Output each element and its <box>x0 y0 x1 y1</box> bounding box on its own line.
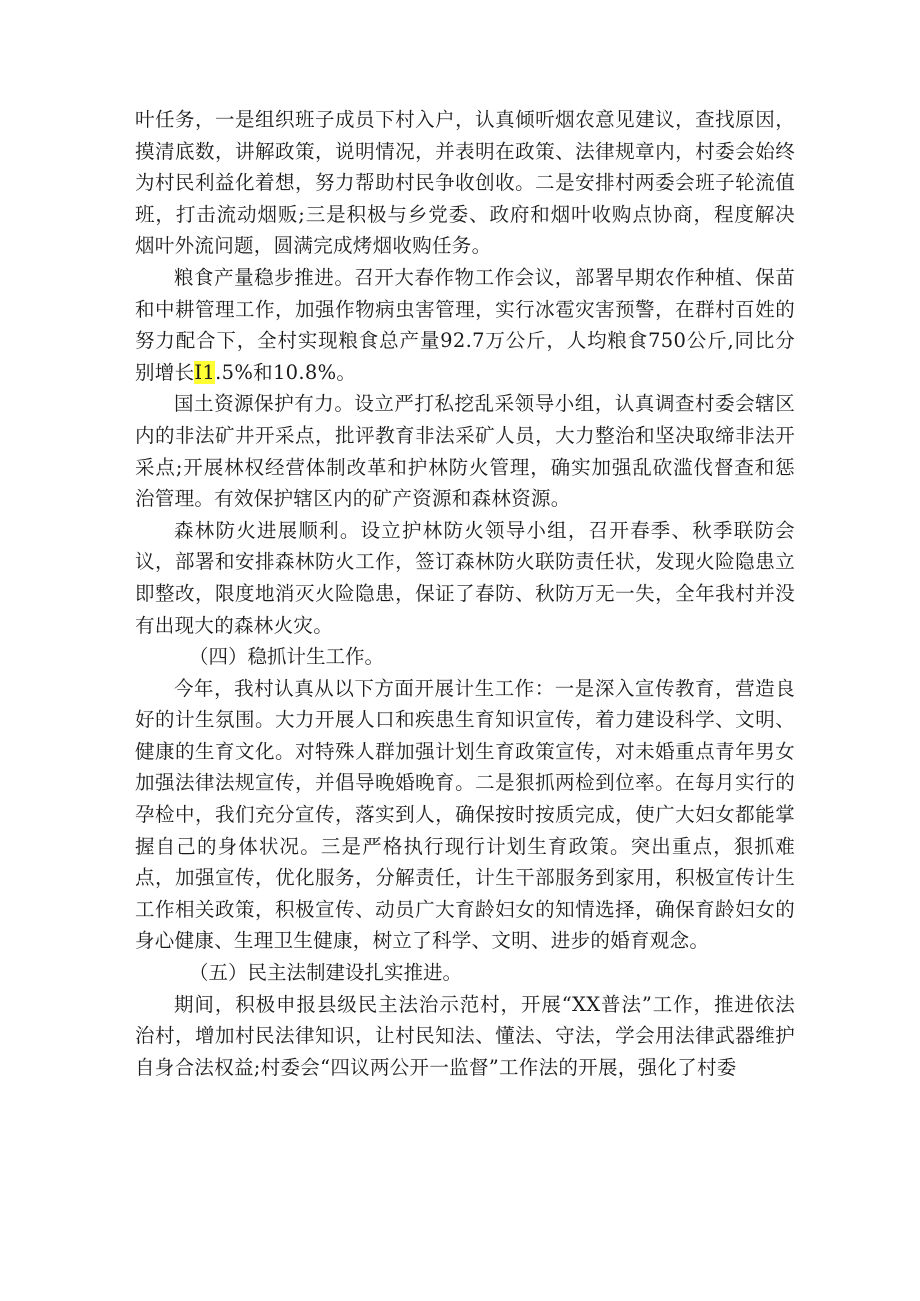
paragraph-family-planning: 今年，我村认真从以下方面开展计生工作：一是深入宣传教育，营造良好的计生氛围。大力开展人口和疾患生育知识宣传，着力建设科学、文明、健康的生育文化。对特殊人群加强计划生育政策宣传，对未婚重点青年男女加强法律法规宣传，并倡导晚婚晚育。二是狠抓两检到位率。在每月实行的孕检中，我们充分宣传，落实到人，确保按时按质完成，使广大妇女都能掌握自己的身体状况。三是严格执行现行计划生育政策。突出重点，狠抓难点，加强宣传，优化服务，分解责任，计生干部服务到家用，积极宣传计生工作相关政策，积极宣传、动员广大育龄妇女的知情选择，确保育龄妇女的身心健康、生理卫生健康，树立了科学、文明、进步的婚育观念。 <box>135 676 795 953</box>
document-body <box>135 104 795 1083</box>
paragraph-democracy-law: 期间，积极申报县级民主法治示范村，开展“XX普法”工作，推进依法治村，增加村民法律知识，让村民知法、懂法、守法，学会用法律武器维护自身合法权益;村委会“四议两公开一监督”工作法的开展，强化了村委 <box>135 992 795 1079</box>
paragraph-grain-output-end: .5%和10.8%。 <box>215 360 357 384</box>
paragraph-forest-fire: 森林防火进展顺利。设立护林防火领导小组，召开春季、秋季联防会议，部署和安排森林防火工作，签订森林防火联防责任状，发现火险隐患立即整改，限度地消灭火险隐患，保证了春防、秋防万无一失，全年我村并没有出现大的森林火灾。 <box>135 518 795 637</box>
paragraph-tobacco-continuation: 叶任务，一是组织班子成员下村入户，认真倾听烟农意见建议，查找原因，摸清底数，讲解政策，说明情况，并表明在政策、法律规章内，村委会始终为村民利益化着想，努力帮助村民争收创收。二是安排村两委会班子轮流值班，打击流动烟贩;三是积极与乡党委、政府和烟叶收购点协商，程度解决烟叶外流问题，圆满完成烤烟收购任务。 <box>135 108 795 258</box>
paragraph-land-resources: 国土资源保护有力。设立严打私挖乱采领导小组，认真调查村委会辖区内的非法矿井开采点，批评教育非法采矿人员，大力整治和坚决取缔非法开采点;开展林权经营体制改革和护林防火管理，确实加强乱砍滥伐督查和惩治管理。有效保护辖区内的矿产资源和森林资源。 <box>135 392 795 511</box>
paragraph-grain-output-text: 粮食产量稳步推进。召开大春作物工作会议，部署早期农作种植、保苗和中耕管理工作，加强作物病虫害管理，实行冰雹灾害预警，在群村百姓的努力配合下，全村实现粮食总产量92.7万公斤，人均粮食750公斤,同比分别增长 <box>135 265 795 384</box>
section-heading-democracy-law: （五）民主法制建设扎实推进。 <box>189 961 463 985</box>
paragraph-grain-output <box>135 262 795 388</box>
section-heading-family-planning: （四）稳抓计生工作。 <box>189 645 385 669</box>
highlighted-text: I1 <box>194 360 216 384</box>
